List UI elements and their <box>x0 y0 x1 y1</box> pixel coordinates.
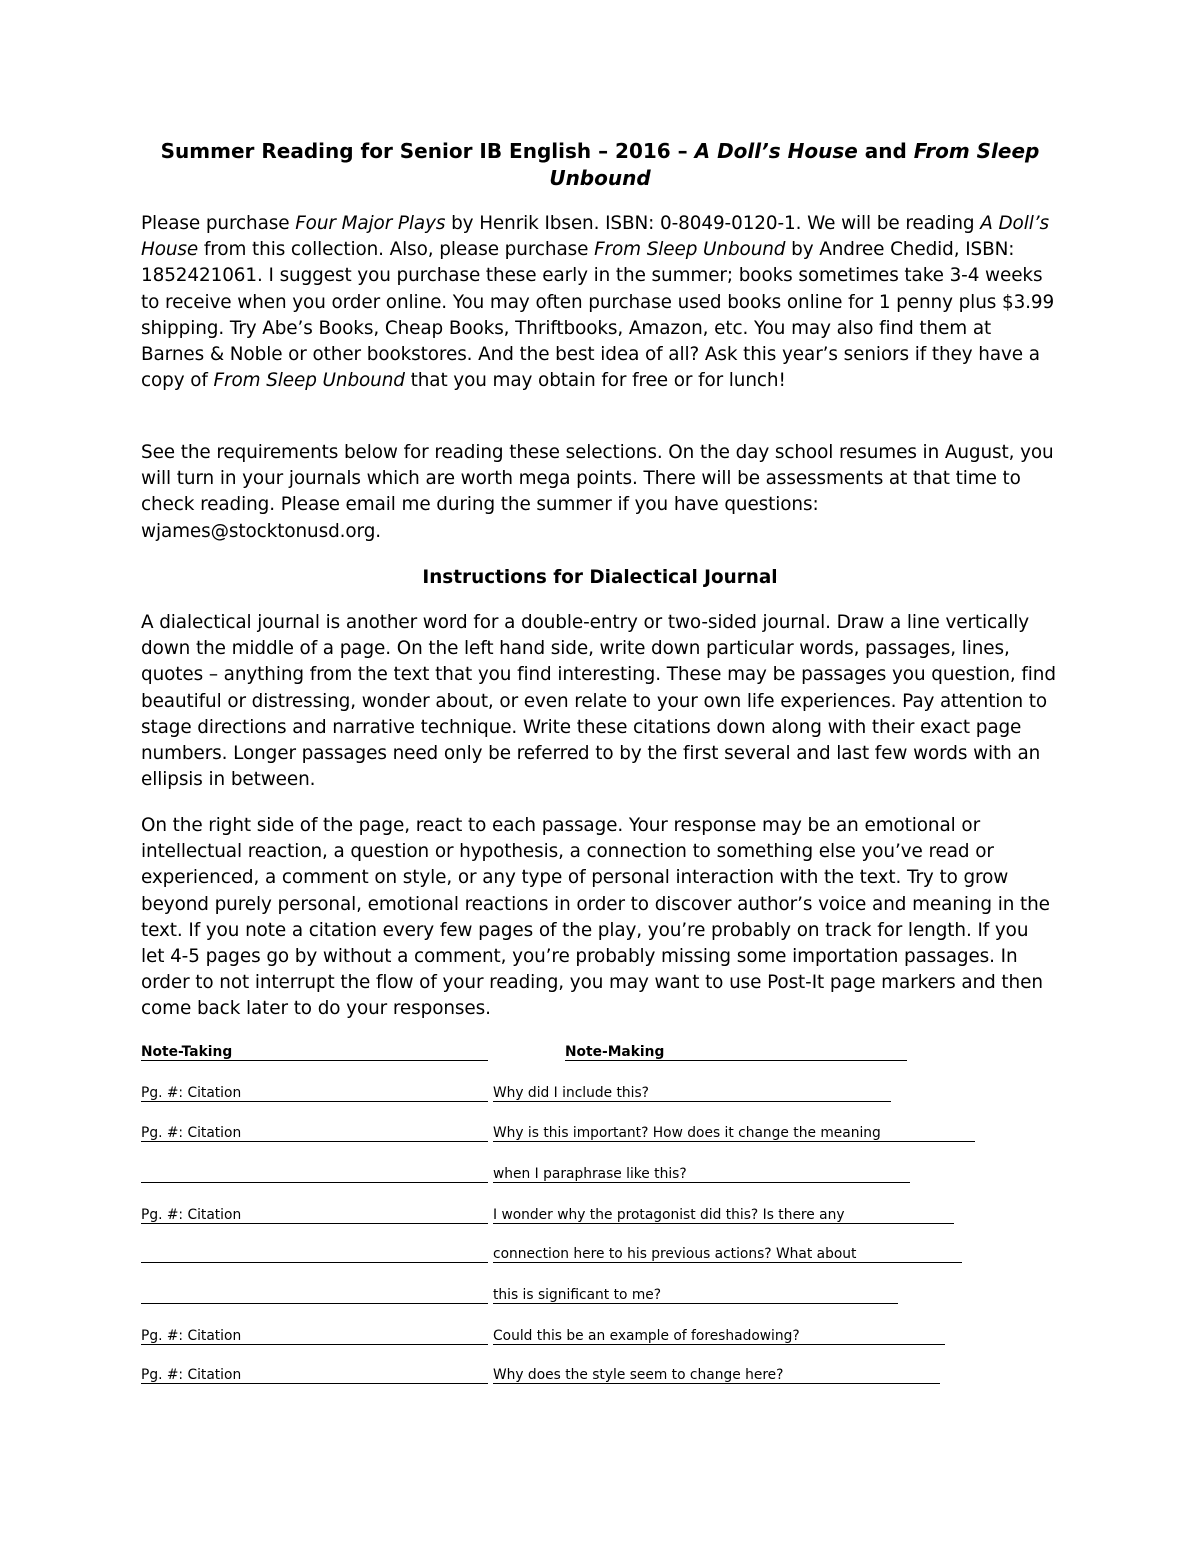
journal-row-left <box>141 1287 488 1304</box>
note-taking-header: Note-Taking <box>141 1044 488 1061</box>
instructions-heading: Instructions for Dialectical Journal <box>422 567 778 588</box>
definition-text: A dialectical journal is another word for a double-entry or two-sided journal. Draw a line vertically down the middle of a page. On the left hand side, write down particular words, passages, lines, quotes – anything from the text that you find interesting. These may be passages you question, find beautiful or distressing, wonder about, or even relate to your own life experiences. Pay attention to stage directions and narrative technique. Write these citations down along with their exact page numbers. Longer passages need only be referred to by the first several and last few words with an ellipsis in between. <box>141 612 1056 791</box>
intro-italic-4: From Sleep Unbound <box>213 370 405 392</box>
journal-row-left: Pg. #: Citation <box>141 1207 488 1224</box>
response-paragraph <box>141 813 1056 1023</box>
intro-italic-1: Four Major Plays <box>295 213 446 234</box>
journal-row-right: when I paraphrase like this? <box>493 1166 910 1183</box>
definition-paragraph <box>141 610 1056 793</box>
intro-text-1: Please purchase <box>141 213 296 234</box>
journal-row-right: connection here to his previous actions? What about <box>493 1246 962 1263</box>
page-title <box>140 138 1060 192</box>
journal-row-right: this is significant to me? <box>493 1287 898 1304</box>
intro-text-4: by Andree Chedid, ISBN: 1852421061. I suggest you purchase these early in the summer; books sometimes take 3-4 weeks to receive when you order online. You may often purchase used books online for 1 penny plus $3.99 shipping. Try Abe’s Books, Cheap Books, Thriftbooks, Amazon, etc. You may also find them at Barnes & Noble or other bookstores. And the best idea of all? Ask this year’s seniors if they have a copy of <box>141 239 1055 392</box>
requirements-text: See the requirements below for reading these selections. On the day school resumes in August, you will turn in your journals which are worth mega points. There will be assessments at that time to check reading. Please email me during the summer if you have questions: wjames@stocktonusd.org. <box>141 442 1054 542</box>
intro-paragraph <box>141 211 1056 394</box>
journal-row-right: Why did I include this? <box>493 1085 891 1102</box>
note-making-header: Note-Making <box>565 1044 907 1061</box>
title-and: and <box>857 139 914 163</box>
journal-row-left: Pg. #: Citation <box>141 1125 488 1142</box>
title-book-2: From Sleep Unbound <box>549 139 1040 190</box>
journal-row-left: Pg. #: Citation <box>141 1085 488 1102</box>
journal-row-right: Could this be an example of foreshadowing? <box>493 1328 945 1345</box>
journal-row-left: Pg. #: Citation <box>141 1367 488 1384</box>
title-book-1: A Doll’s House <box>694 139 858 163</box>
journal-row-left: Pg. #: Citation <box>141 1328 488 1345</box>
intro-italic-2: A Doll’s House <box>141 213 1049 261</box>
title-prefix: Summer Reading for Senior IB English – 2016 – <box>160 139 695 163</box>
journal-row-left <box>141 1246 488 1263</box>
intro-text-2: by Henrik Ibsen. ISBN: 0-8049-0120-1. We will be reading <box>445 213 981 234</box>
journal-row-left <box>141 1166 488 1183</box>
journal-row-right: I wonder why the protagonist did this? Is there any <box>493 1207 954 1224</box>
intro-text-3: from this collection. Also, please purchase <box>198 239 595 261</box>
journal-row-right: Why is this important? How does it change the meaning <box>493 1125 975 1142</box>
journal-row-right: Why does the style seem to change here? <box>493 1367 940 1384</box>
intro-text-5: that you may obtain for free or for lunch! <box>404 370 786 392</box>
requirements-paragraph <box>141 440 1056 545</box>
response-text: On the right side of the page, react to each passage. Your response may be an emotional or intellectual reaction, a question or hypothesis, a connection to something else you’ve read or experienced, a comment on style, or any type of personal interaction with the text. Try to grow beyond purely personal, emotional reactions in order to discover author’s voice and meaning in the text. If you note a citation every few pages of the play, you’re probably on track for length. If you let 4-5 pages go by without a comment, you’re probably missing some importation passages. In order to not interrupt the flow of your reading, you may want to use Post-It page markers and then come back later to do your responses. <box>141 815 1050 1020</box>
intro-italic-3: From Sleep Unbound <box>594 239 786 261</box>
